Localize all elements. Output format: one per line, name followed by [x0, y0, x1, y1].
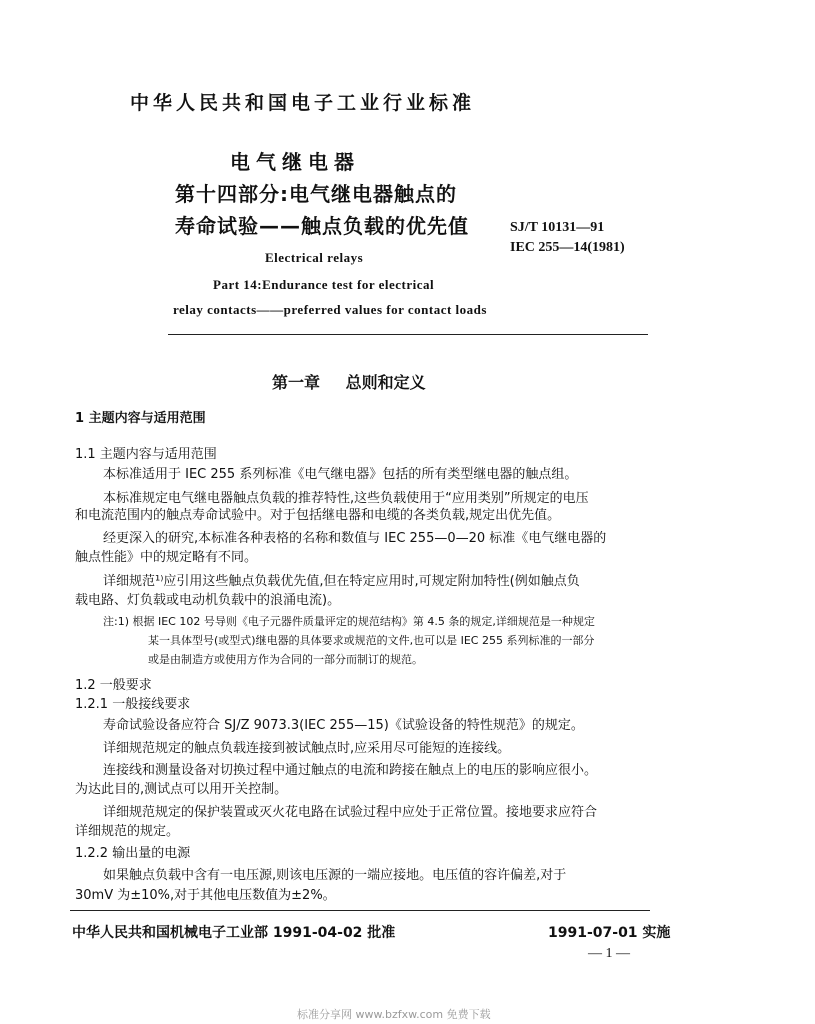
paragraph: 经更深入的研究,本标准各种表格的名称和数值与 IEC 255—0—20 标准《电气继电器的	[103, 531, 607, 546]
paragraph: 本标准规定电气继电器触点负载的推荐特性,这些负载使用于“应用类别”所规定的电压	[103, 491, 589, 506]
paragraph: 详细规范规定的保护装置或灭火花电路在试验过程中应处于正常位置。接地要求应符合	[103, 805, 598, 820]
watermark: 标准分享网 www.bzfxw.com 免费下载	[297, 1008, 491, 1021]
chapter-label: 第一章	[272, 373, 321, 392]
paragraph: 详细规范规定的触点负载连接到被试触点时,应采用尽可能短的连接线。	[103, 741, 511, 756]
footnote-continued: 或是由制造方或使用方作为合同的一部分而制订的规范。	[148, 653, 423, 666]
footer-divider	[70, 910, 650, 911]
paragraph: 详细规范¹⁾应引用这些触点负载优先值,但在特定应用时,可规定附加特性(例如触点负	[103, 574, 580, 589]
title-cn-line3: 寿命试验——触点负载的优先值	[175, 214, 469, 238]
title-cn-line2: 第十四部分:电气继电器触点的	[175, 182, 457, 206]
iec-number: IEC 255—14(1981)	[510, 240, 625, 255]
title-cn-line1: 电气继电器	[230, 150, 360, 174]
title-divider	[168, 334, 648, 335]
title-en-line1: Electrical relays	[265, 250, 364, 265]
section-1-title: 1 主题内容与适用范围	[75, 411, 206, 426]
footnote: 注:1) 根据 IEC 102 号导则《电子元器件质量评定的规范结构》第 4.5 条的规定,详细规范是一种规定	[103, 615, 595, 628]
implementation-date: 1991-07-01 实施	[548, 925, 671, 941]
section-1-1-title: 1.1 主题内容与适用范围	[75, 447, 217, 462]
chapter-heading	[272, 370, 426, 393]
section-1-2-1-title: 1.2.1 一般接线要求	[75, 697, 191, 712]
standard-body-header: 中华人民共和国电子工业行业标准	[130, 92, 476, 114]
page-number: — 1 —	[588, 946, 630, 961]
paragraph-continued: 30mV 为±10%,对于其他电压数值为±2%。	[75, 888, 336, 903]
paragraph: 连接线和测量设备对切换过程中通过触点的电流和跨接在触点上的电压的影响应很小。	[103, 763, 598, 778]
paragraph-continued: 详细规范的规定。	[75, 824, 180, 839]
title-en-line3: relay contacts——preferred values for contact loads	[173, 302, 487, 317]
standard-number: SJ/T 10131—91	[510, 220, 605, 235]
paragraph-continued: 载电路、灯负载或电动机负载中的浪涌电流)。	[75, 593, 341, 608]
section-1-2-2-title: 1.2.2 输出量的电源	[75, 846, 191, 861]
paragraph-continued: 和电流范围内的触点寿命试验中。对于包括继电器和电缆的各类负载,规定出优先值。	[75, 508, 561, 523]
paragraph: 寿命试验设备应符合 SJ/Z 9073.3(IEC 255—15)《试验设备的特性规范》的规定。	[103, 718, 584, 733]
approval-line: 中华人民共和国机械电子工业部 1991-04-02 批准	[72, 925, 396, 941]
paragraph: 本标准适用于 IEC 255 系列标准《电气继电器》包括的所有类型继电器的触点组。	[103, 467, 578, 482]
paragraph: 如果触点负载中含有一电压源,则该电压源的一端应接地。电压值的容许偏差,对于	[103, 868, 567, 883]
footnote-continued: 某一具体型号(或型式)继电器的具体要求或规范的文件,也可以是 IEC 255 系列标准的一部分	[148, 634, 595, 647]
chapter-name: 总则和定义	[345, 373, 426, 392]
paragraph-continued: 触点性能》中的规定略有不同。	[75, 550, 258, 565]
section-1-2-title: 1.2 一般要求	[75, 678, 152, 693]
title-en-line2: Part 14:Endurance test for electrical	[213, 277, 435, 292]
paragraph-continued: 为达此目的,测试点可以用开关控制。	[75, 782, 288, 797]
